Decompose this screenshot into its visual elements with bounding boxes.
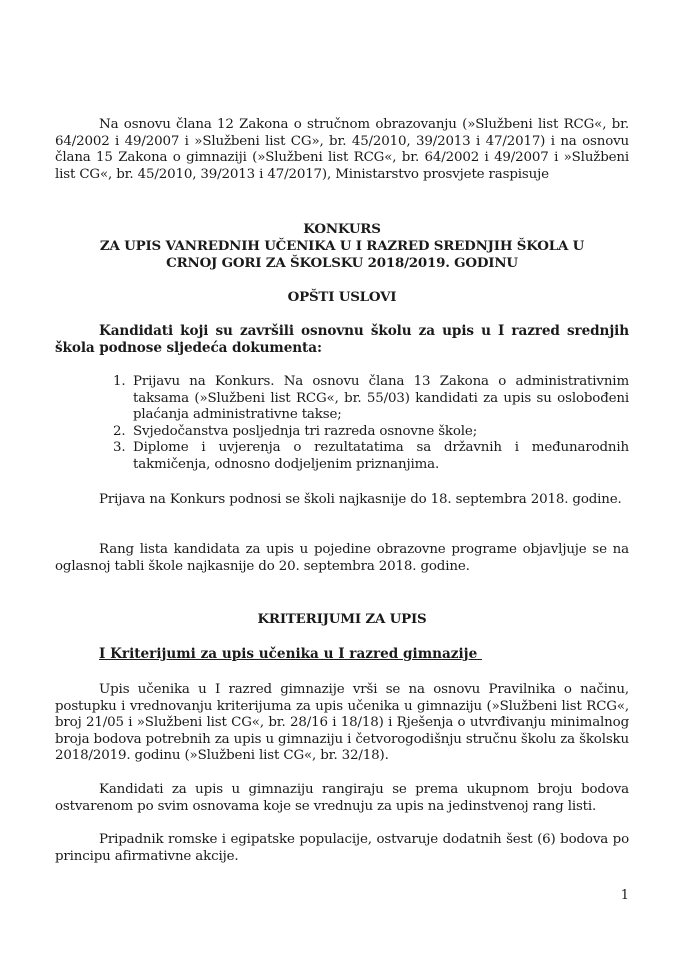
list-item-number: 2. [113, 423, 126, 439]
list-item-text: Prijavu na Konkurs. Na osnovu člana 13 Zakona o administrativnim taksama (»Službeni list RCG«, br. 55/03) kandidati za upis su oslobođeni plaćanja administrativne takse; [133, 374, 629, 423]
deadline-paragraph: Prijava na Konkurs podnosi se školi najkasnije do 18. septembra 2018. godine. [99, 492, 622, 507]
documents-list [113, 374, 629, 474]
title-line-2: ZA UPIS VANREDNIH UČENIKA U I RAZRED SREDNJIH ŠKOLA U [99, 238, 585, 254]
title-konkurs: KONKURS [303, 221, 381, 237]
title-line-3: CRNOJ GORI ZA ŠKOLSKU 2018/2019. GODINU [166, 255, 518, 271]
criteria-paragraph-2: Kandidati za upis u gimnaziju rangiraju se prema ukupnom broju bodova ostvarenom po svim osnovama koje se vrednuju za upis na jedinstvenoj rang listi. [55, 782, 629, 814]
section-heading-general-conditions: OPŠTI USLOVI [287, 289, 397, 305]
list-item-number: 3. [113, 440, 126, 456]
intro-paragraph: Na osnovu člana 12 Zakona o stručnom obrazovanju (»Službeni list RCG«, br. 64/2002 i 49/2007 i »Službeni list CG», br. 45/2010, 39/2013 i 47/2017) i na osnovu člana 15 Zakona o gimnaziji (»Službeni list RCG«, br. 64/2002 i 49/2007 i »Službeni list CG«, br. 45/2010, 39/2013 i 47/2017), Ministarstvo prosvjete raspisuje [55, 117, 629, 182]
list-item-number: 1. [113, 374, 126, 389]
list-item-text: Svjedočanstva posljednja tri razreda osnovne škole; [133, 423, 478, 439]
list-item [113, 424, 629, 441]
list-item-text: Diplome i uvjerenja o rezultatatima sa državnih i međunarodnih takmičenja, odnosno dodjeljenim priznanjima. [133, 440, 629, 472]
criteria-paragraph-3: Pripadnik romske i egipatske populacije, ostvaruje dodatnih šest (6) bodova po principu afirmativne akcije. [55, 832, 629, 864]
section1-intro: Kandidati koji su završili osnovnu školu za upis u I razred srednjih škola podnose sljedeća dokumenta: [55, 323, 629, 356]
subsection-heading-gymnasium: I Kriterijumi za upis učenika u I razred gimnazije [99, 646, 482, 662]
ranklist-paragraph: Rang lista kandidata za upis u pojedine obrazovne programe objavljuje se na oglasnoj tabli škole najkasnije do 20. septembra 2018. godine. [55, 542, 629, 574]
list-item [113, 374, 629, 424]
section-heading-criteria: KRITERIJUMI ZA UPIS [257, 611, 427, 627]
list-item [113, 440, 629, 473]
criteria-paragraph-1: Upis učenika u I razred gimnazije vrši se na osnovu Pravilnika o načinu, postupku i vrednovanju kriterijuma za upis učenika u gimnaziju (»Službeni list RCG«, broj 21/05 i »Službeni list CG«, br. 28/16 i 18/18) i Rješenja o utvrđivanju minimalnog broja bodova potrebnih za upis u gimnaziju i četvorogodišnju stručnu školu za školsku 2018/2019. godinu (»Službeni list CG«, br. 32/18). [55, 682, 629, 764]
page-number: 1 [620, 888, 629, 903]
